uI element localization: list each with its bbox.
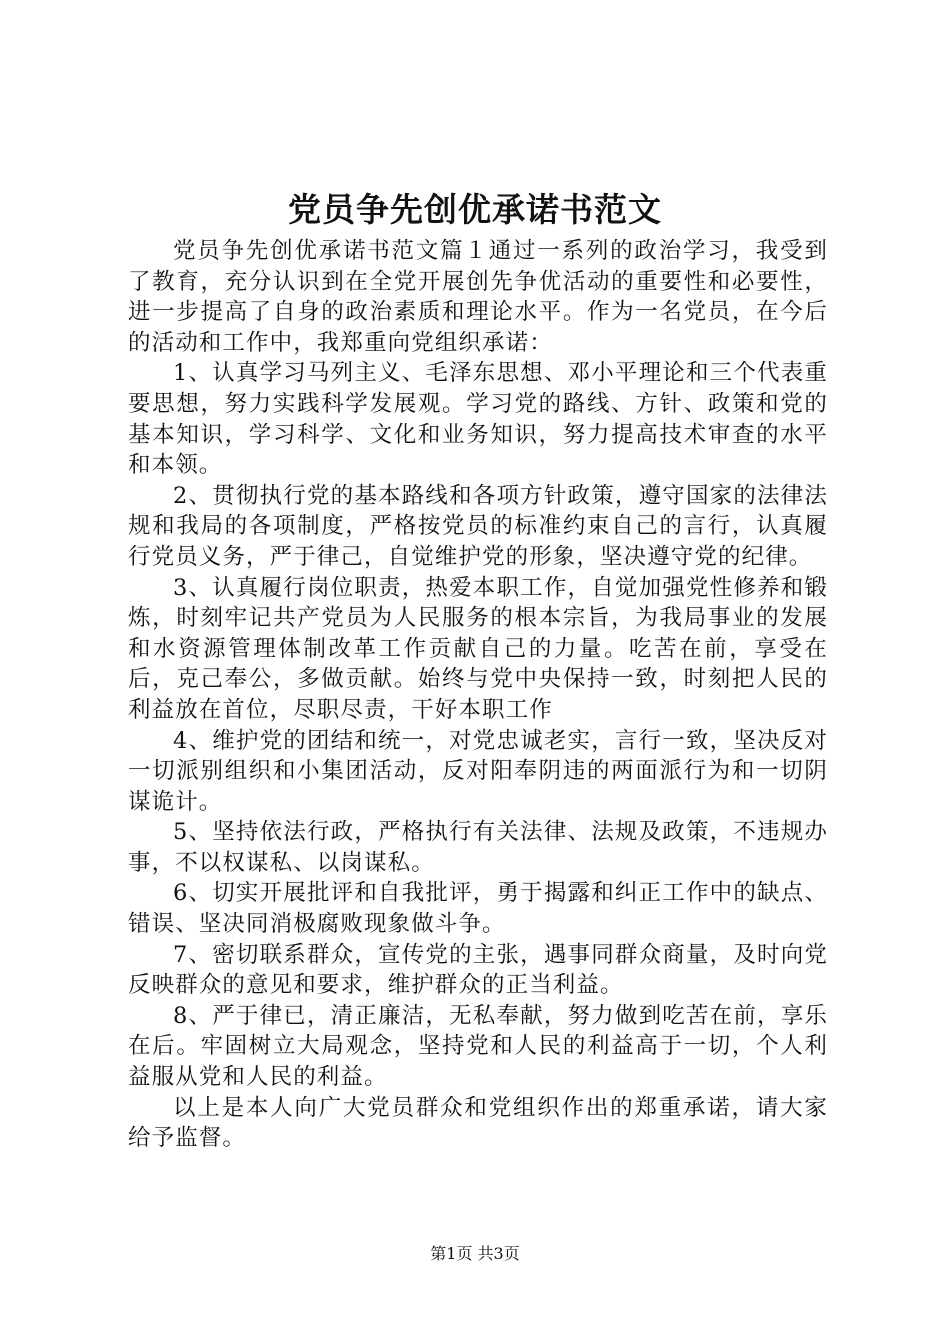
page-footer: 第1页 共3页 bbox=[430, 1244, 520, 1263]
paragraph-closing: 以上是本人向广大党员群众和党组织作出的郑重承诺，请大家给予监督。 bbox=[128, 1094, 828, 1152]
paragraph-intro: 党员争先创优承诺书范文篇１通过一系列的政治学习，我受到了教育，充分认识到在全党开展创先争优活动的重要性和必要性，进一步提高了自身的政治素质和理论水平。作为一名党员，在今后的活动和工作中，我郑重向党组织承诺： bbox=[128, 238, 828, 356]
paragraph-item-3: 3、认真履行岗位职责，热爱本职工作，自觉加强党性修养和锻炼，时刻牢记共产党员为人民服务的根本宗旨，为我局事业的发展和水资源管理体制改革工作贡献自己的力量。吃苦在前，享受在后，克己奉公，多做贡献。始终与党中央保持一致，时刻把人民的利益放在首位，尽职尽责，干好本职工作 bbox=[128, 574, 828, 723]
paragraph-item-2: 2、贯彻执行党的基本路线和各项方针政策，遵守国家的法律法规和我局的各项制度，严格按党员的标准约束自己的言行，认真履行党员义务，严于律己，自觉维护党的形象，坚决遵守党的纪律。 bbox=[128, 482, 828, 570]
document-body bbox=[128, 236, 828, 1154]
paragraph-item-6: 6、切实开展批评和自我批评，勇于揭露和纠正工作中的缺点、错误、坚决同消极腐败现象做斗争。 bbox=[128, 880, 828, 938]
paragraph-item-7: 7、密切联系群众，宣传党的主张，遇事同群众商量，及时向党反映群众的意见和要求，维护群众的正当利益。 bbox=[128, 941, 828, 999]
paragraph-item-1: 1、认真学习马列主义、毛泽东思想、邓小平理论和三个代表重要思想，努力实践科学发展观。学习党的路线、方针、政策和党的基本知识，学习科学、文化和业务知识，努力提高技术审查的水平和本领。 bbox=[128, 360, 828, 479]
paragraph-item-8: 8、严于律已，清正廉洁，无私奉献，努力做到吃苦在前，享乐在后。牢固树立大局观念，坚持党和人民的利益高于一切，个人利益服从党和人民的利益。 bbox=[128, 1002, 828, 1091]
paragraph-item-5: 5、坚持依法行政，严格执行有关法律、法规及政策，不违规办事，不以权谋私、以岗谋私。 bbox=[128, 819, 828, 876]
document-title: 党员争先创优承诺书范文 bbox=[288, 190, 662, 229]
paragraph-item-4: 4、维护党的团结和统一，对党忠诚老实，言行一致，坚决反对一切派别组织和小集团活动，反对阳奉阴违的两面派行为和一切阴谋诡计。 bbox=[128, 727, 828, 815]
